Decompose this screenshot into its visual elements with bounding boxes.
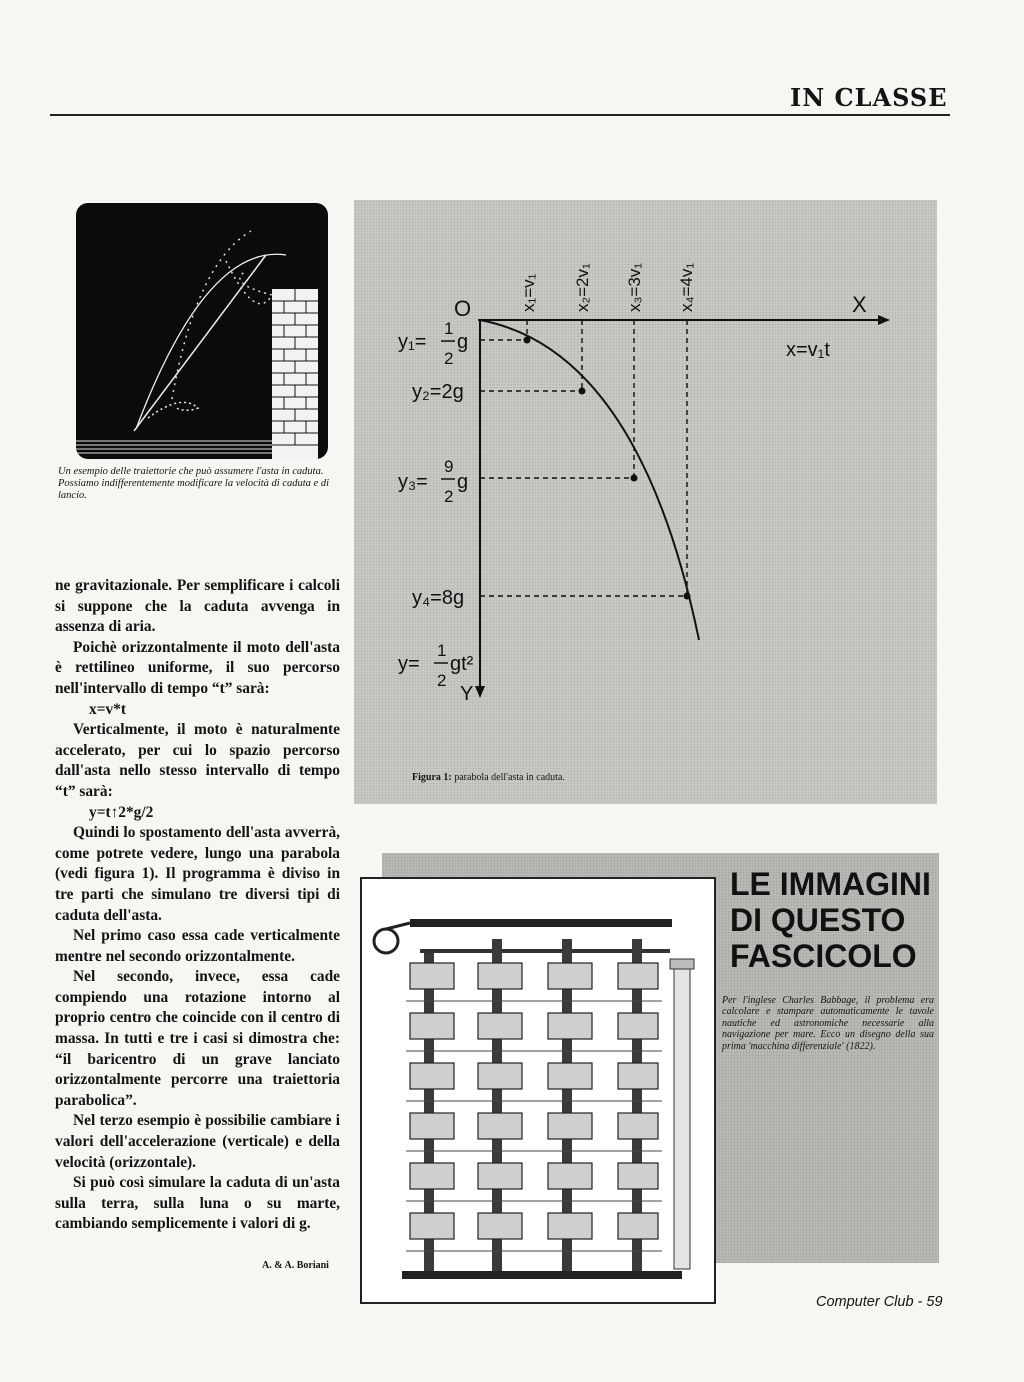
boxout-text: Per l'inglese Charles Babbage, il problema era calcolare e stampare automaticamente le tavole nautiche ed astronomiche necessarie alla navigazione per mare. Ecco un disegno della sua prima 'macchina differenziale' (1822). <box>722 995 934 1052</box>
y-law-den: 2 <box>437 671 447 690</box>
point-1 <box>524 337 531 344</box>
paragraph-8: Si può così simulare la caduta di un'asta sulla terra, sulla luna o su marte, cambiando semplicemente i valori di g. <box>55 1174 340 1233</box>
boxout-title-line: DI QUESTO <box>730 902 906 938</box>
y-axis-arrow <box>475 686 485 698</box>
x-axis-label: X <box>852 292 867 317</box>
parabola-curve <box>480 320 699 640</box>
caption-text: parabola dell'asta in caduta. <box>451 772 565 783</box>
boxout-title-line: LE IMMAGINI <box>730 866 931 902</box>
paragraph-2: Poichè orizzontalmente il moto dell'asta è rettilineo uniforme, il suo percorso nell'intervallo di tempo “t” sarà: <box>55 638 340 697</box>
point-4 <box>684 593 691 600</box>
page-footer: Computer Club - 59 <box>816 1294 943 1310</box>
paragraph-7: Nel terzo esempio è possibilie cambiare i valori dell'accelerazione (verticale) e della velocità (orizzontale). <box>55 1112 340 1171</box>
x1-mark: x₁=v₁ <box>519 273 538 312</box>
formula-y: y=t↑2*g/2 <box>89 803 154 821</box>
y-axis-label: Y <box>460 683 474 705</box>
y2-label: y₂=2g <box>412 381 464 403</box>
y-law-right: gt² <box>450 653 474 675</box>
article-body <box>55 576 340 1235</box>
paragraph-1: ne gravitazionale. Per semplificare i calcoli si suppone che la caduta avvenga in assenza di aria. <box>55 577 340 636</box>
point-2 <box>579 388 586 395</box>
y-law-num: 1 <box>437 641 447 660</box>
y3-right: g <box>457 471 469 493</box>
x-axis-arrow <box>878 315 890 325</box>
x3-mark: x₃=3v₁ <box>625 262 644 312</box>
y4-label: y₄=8g <box>412 587 465 609</box>
parabola-figure <box>354 200 937 804</box>
y1-left: y₁= <box>398 331 427 353</box>
y3-den: 2 <box>444 487 454 506</box>
author-credit: A. & A. Boriani <box>262 1260 329 1271</box>
point-3 <box>631 475 638 482</box>
origin-label: O <box>454 296 472 321</box>
y1-right: g <box>457 331 469 353</box>
boxout-title-line: FASCICOLO <box>730 938 917 974</box>
x2-mark: x₂=2v₁ <box>573 263 592 312</box>
header-rule <box>50 114 950 116</box>
paragraph-3: Verticalmente, il moto è naturalmente accelerato, per cui lo spazio percorso dall'asta nello stesso intervallo di tempo “t” sarà: <box>55 721 340 800</box>
y3-num: 9 <box>444 457 454 476</box>
formula-x: x=v*t <box>89 700 126 718</box>
x-law-label: x=v₁t <box>786 339 830 361</box>
paragraph-5: Nel primo caso essa cade verticalmente mentre nel secondo orizzontalmente. <box>55 927 340 965</box>
paragraph-6: Nel secondo, invece, essa cade compiendo una rotazione intorno al proprio centro che coincide con il centro di massa. In tutti e tre i casi si dimostra che: “il baricentro di un grave lanciato orizzontalmente percorre una traiettoria parabolica”. <box>55 968 340 1109</box>
section-title: IN CLASSE <box>790 83 948 112</box>
trajectory-screen-image <box>76 203 328 459</box>
caption-label: Figura 1: <box>412 772 452 783</box>
x4-mark: x₄=4v₁ <box>677 262 696 312</box>
y1-den: 2 <box>444 349 454 368</box>
difference-engine-image <box>360 877 716 1304</box>
screen-image-caption: Un esempio delle traiettorie che può assumere l'asta in caduta. Possiamo indifferentemente modificare la velocità di caduta e di lancio. <box>58 466 329 501</box>
parabola-figure-caption <box>412 772 565 783</box>
y-law-left: y= <box>398 653 420 675</box>
y3-left: y₃= <box>398 471 428 493</box>
paragraph-4: Quindi lo spostamento dell'asta avverrà, come potrete vedere, lungo una parabola (vedi figura 1). Il programma è diviso in tre parti che simulano tre diversi tipi di caduta dell'asta. <box>55 824 340 924</box>
y1-num: 1 <box>444 319 454 338</box>
boxout-title <box>730 866 940 974</box>
